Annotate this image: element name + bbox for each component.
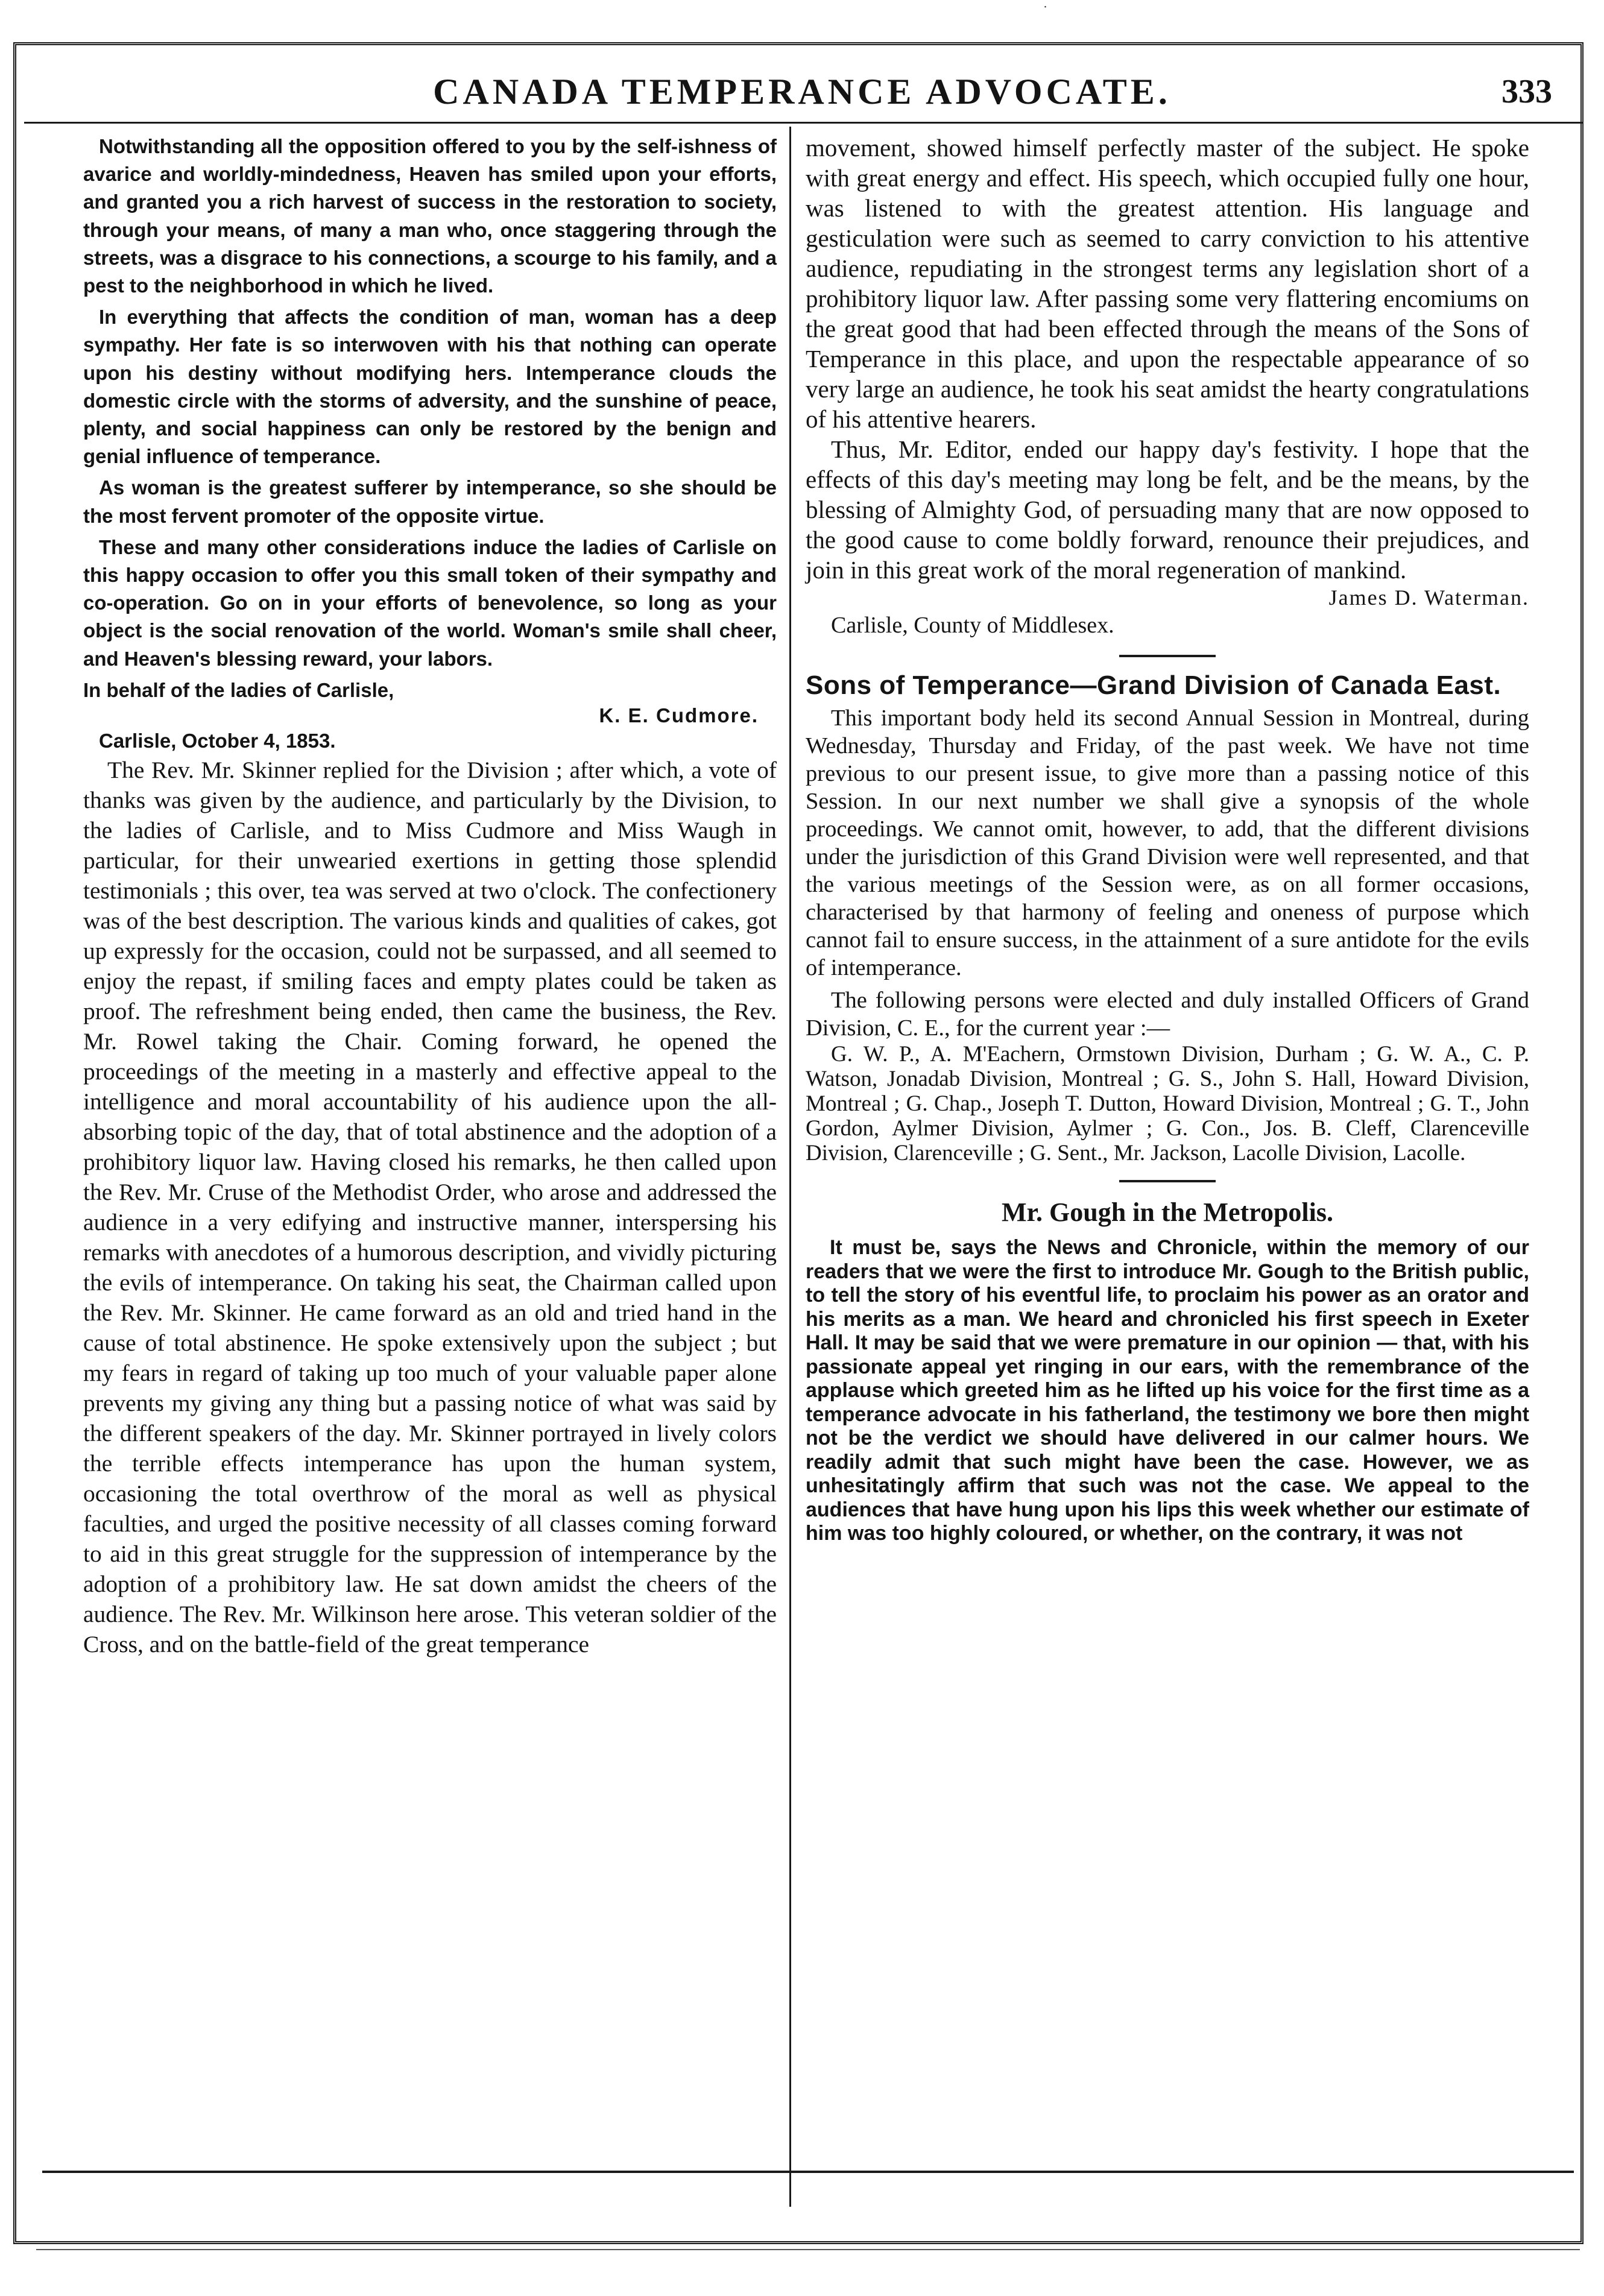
footer-rule-thin	[36, 2249, 1580, 2250]
signature-cudmore: K. E. Cudmore.	[599, 704, 759, 727]
page-header	[42, 65, 1562, 121]
signature-waterman: James D. Waterman.	[1328, 585, 1529, 610]
column-divider	[789, 127, 791, 2207]
address-paragraph-1: Notwithstanding all the opposition offered to you by the self-ishness of avarice and worldly-mindedness, Heaven has smiled upon your efforts, and granted you a rich harvest of success in the restoration to society, through your means, of many a man who, once staggering through the streets, was a disgrace to his connections, a scourge to his family, and a pest to the neighborhood in which he lived.	[83, 135, 777, 297]
signature-place: Carlisle, County of Middlesex.	[831, 613, 1114, 638]
grand-division-paragraph-1: This important body held its second Annual Session in Montreal, during Wednesday, Thursday and Friday, of the past week. We have not time previous to our present issue, to give more than a passing notice of this Session. In our next number we shall give a synopsis of the whole proceedings. We cannot omit, however, to add, that the different divisions under the jurisdiction of this Grand Division were well represented, and that the various meetings of the Session were, as on all former occasions, characterised by that harmony of feeling and oneness of purpose which cannot fail to ensure success, in the attainment of a sure antidote for the evils of intemperance.	[806, 705, 1529, 980]
footer-rule	[42, 2171, 1574, 2173]
section-rule-1	[1119, 655, 1216, 657]
address-paragraph-4: These and many other considerations induce the ladies of Carlisle on this happy occasion to offer you this small token of their sympathy and co-operation. Go on in your efforts of benevolence, so long as your object is the social renovation of the world. Woman's smile shall cheer, and Heaven's blessing reward, your labors.	[83, 535, 777, 670]
right-column	[806, 133, 1529, 1546]
section-rule-2	[1119, 1180, 1216, 1182]
officers-list: G. W. P., A. M'Eachern, Ormstown Division, Durham ; G. W. A., C. P. Watson, Jonadab Division, Montreal ; G. S., John S. Hall, Howard Division, Montreal ; G. Chap., Joseph T. Dutton, Howard Division, Montreal ; G. T., John Gordon, Aylmer Division, Aylmer ; G. Con., Jos. B. Cleff, Clarenceville Division, Clarenceville ; G. Sent., Mr. Jackson, Lacolle Division, Lacolle.	[806, 1042, 1529, 1165]
header-rule	[24, 122, 1583, 124]
address-paragraph-2: In everything that affects the condition of man, woman has a deep sympathy. Her fate is so interwoven with his that nothing can operate upon his destiny without modifying hers. Intemperance clouds the domestic circle with the storms of adversity, and the sunshine of peace, plenty, and social happiness can only be restored by the benign and genial influence of temperance.	[83, 306, 777, 468]
page-number: 333	[1501, 73, 1552, 110]
section-heading-grand-division: Sons of Temperance—Grand Division of Canada East.	[806, 670, 1501, 700]
page-title: CANADA TEMPERANCE ADVOCATE.	[433, 72, 1171, 112]
grand-division-paragraph-2: The following persons were elected and duly installed Officers of Grand Division, C. E., for the current year :—	[806, 988, 1529, 1041]
left-column	[83, 133, 777, 1659]
report-paragraph: The Rev. Mr. Skinner replied for the Division ; after which, a vote of thanks was given by the audience, and particularly by the Division, to the ladies of Carlisle, and to Miss Cudmore and Miss Waugh in particular, for their unwearied exertions in getting those splendid testimonials ; this over, tea was served at two o'clock. The confectionery was of the best description. The various kinds and qualities of cakes, got up expressly for the occasion, could not be surpassed, and all seemed to enjoy the repast, if smiling faces and empty plates could be taken as proof. The refreshment being ended, then came the business, the Rev. Mr. Rowel taking the Chair. Coming forward, he opened the proceedings of the meeting in a masterly and effective appeal to the intelligence and moral accountability of his audience upon the all-absorbing topic of the day, that of total abstinence and the adoption of a prohibitory liquor law. Having closed his remarks, he then called upon the Rev. Mr. Cruse of the Methodist Order, who arose and addressed the audience in a very edifying and instructive manner, interspersing his remarks with anecdotes of a humorous description, and vividly picturing the evils of intemperance. On taking his seat, the Chairman called upon the Rev. Mr. Skinner. He came forward as an old and tried hand in the cause of total abstinence. He spoke extensively upon the subject ; but my fears in regard of taking up too much of your valuable paper alone prevents my giving any thing but a passing notice of what was said by the different speakers of the day. Mr. Skinner portrayed in lively colors the terrible effects intemperance has upon the human system, occasioning the total overthrow of the moral as well as physical faculties, and urged the positive necessity of all classes coming forward to aid in this great struggle for the suppression of intemperance by the adoption of a prohibitory law. He sat down amidst the cheers of the audience. The Rev. Mr. Wilkinson here arose. This veteran soldier of the Cross, and on the battle-field of the great temperance	[83, 756, 777, 1657]
scan-mark: ˙	[1042, 5, 1049, 20]
dateline: Carlisle, October 4, 1853.	[99, 729, 336, 752]
report-continuation: movement, showed himself perfectly master of the subject. He spoke with great energy and effect. His speech, which occupied fully one hour, was listened to with the greatest attention. His language and gesticulation were such as seemed to carry conviction to his attentive audience, repudiating in the strongest terms any legislation short of a prohibitory liquor law. After passing some very flattering encomiums on the great good that had been effected through the means of the Sons of Temperance in this place, and upon the respectable appearance of so very large an audience, he took his seat amidst the hearty congratulations of his attentive hearers.	[806, 134, 1529, 433]
gough-paragraph: It must be, says the News and Chronicle, within the memory of our readers that we were the first to introduce Mr. Gough to the British public, to tell the story of his eventful life, to proclaim his power as an orator and his merits as a man. We heard and chronicled his first speech in Exeter Hall. It may be said that we were premature in our opinion — that, with his passionate appeal yet ringing in our ears, with the remembrance of the applause which greeted him as he lifted up his voice for the first time as a temperance advocate in his fatherland, the testimony we bore then might not be the verdict we should have delivered in our calmer hours. We readily admit that such might have been the case. However, we as unhesitatingly affirm that such was not the case. We appeal to the audiences that have hung upon his lips this week whether our estimate of him was too highly coloured, or whether, on the contrary, it was not	[806, 1236, 1529, 1545]
section-heading-gough: Mr. Gough in the Metropolis.	[1001, 1197, 1334, 1227]
behalf-line: In behalf of the ladies of Carlisle,	[83, 678, 394, 701]
address-paragraph-3: As woman is the greatest sufferer by intemperance, so she should be the most fervent promoter of the opposite virtue.	[83, 476, 777, 527]
report-closing: Thus, Mr. Editor, ended our happy day's festivity. I hope that the effects of this day's meeting may long be felt, and be the means, by the blessing of Almighty God, of persuading many that are now opposed to the good cause to come boldly forward, renounce their prejudices, and join in this great work of the moral regeneration of mankind.	[806, 435, 1529, 584]
